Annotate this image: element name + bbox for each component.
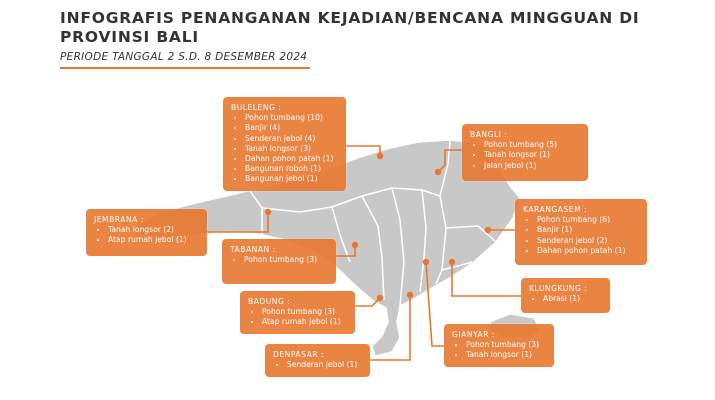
list-item: • Pohon tumbang (6): [537, 215, 639, 225]
list-item: • Senderan jebol (4): [245, 134, 338, 144]
region-box-bangli: [462, 124, 588, 181]
list-item: • Dahan pohon patah (1): [537, 246, 639, 256]
list-item: • Banjir (1): [537, 225, 639, 235]
period-subtitle: PERIODE TANGGAL 2 S.D. 8 DESEMBER 2024: [60, 51, 308, 63]
list-item: • Senderan jebol (2): [537, 236, 639, 246]
list-item: • Dahan pohon patah (1): [245, 154, 338, 164]
region-name: JEMBRANA :: [94, 215, 144, 224]
list-item: • Tanah longsor (2): [108, 225, 199, 235]
region-name: BADUNG :: [248, 297, 291, 306]
list-item: • Bangunan jebol (1): [245, 174, 338, 184]
list-item: • Abrasi (1): [543, 294, 602, 304]
list-item: • Bangunan roboh (1): [245, 164, 338, 174]
list-item: • Pohon tumbang (10): [245, 113, 338, 123]
region-name: DENPASAR :: [273, 350, 325, 359]
region-box-badung: [240, 291, 355, 334]
list-item: • Pohon tumbang (3): [244, 255, 328, 265]
list-item: • Pohon tumbang (3): [262, 307, 347, 317]
list-item: • Atap rumah jebol (1): [108, 235, 199, 245]
region-box-klungkung: [521, 278, 610, 313]
region-box-jembrana: [86, 209, 207, 256]
region-name: BULELENG :: [231, 103, 282, 112]
list-item: • Pohon tumbang (3): [466, 340, 546, 350]
page-title: INFOGRAFIS PENANGANAN KEJADIAN/BENCANA MINGGUAN DI PROVINSI BALI: [60, 9, 640, 46]
list-item: • Banjir (4): [245, 123, 338, 133]
region-box-buleleng: [223, 97, 346, 191]
region-name: KARANGASEM :: [523, 205, 588, 214]
region-box-gianyar: [444, 324, 554, 367]
list-item: • Senderan jebol (1): [287, 360, 362, 370]
region-name: BANGLI :: [470, 130, 508, 139]
list-item: • Tanah longsor (1): [466, 350, 546, 360]
region-box-tabanan: [222, 239, 336, 284]
region-box-karangasem: [515, 199, 647, 265]
list-item: • Atap rumah jebol (1): [262, 317, 347, 327]
region-name: TABANAN :: [230, 245, 276, 254]
region-name: KLUNGKUNG :: [529, 284, 588, 293]
region-box-denpasar: [265, 344, 370, 377]
list-item: • Tanah longsor (3): [245, 144, 338, 154]
region-name: GIANYAR :: [452, 330, 495, 339]
list-item: • Jalan jebol (1): [484, 161, 580, 171]
list-item: • Pohon tumbang (5): [484, 140, 580, 150]
list-item: • Tanah longsor (1): [484, 150, 580, 160]
